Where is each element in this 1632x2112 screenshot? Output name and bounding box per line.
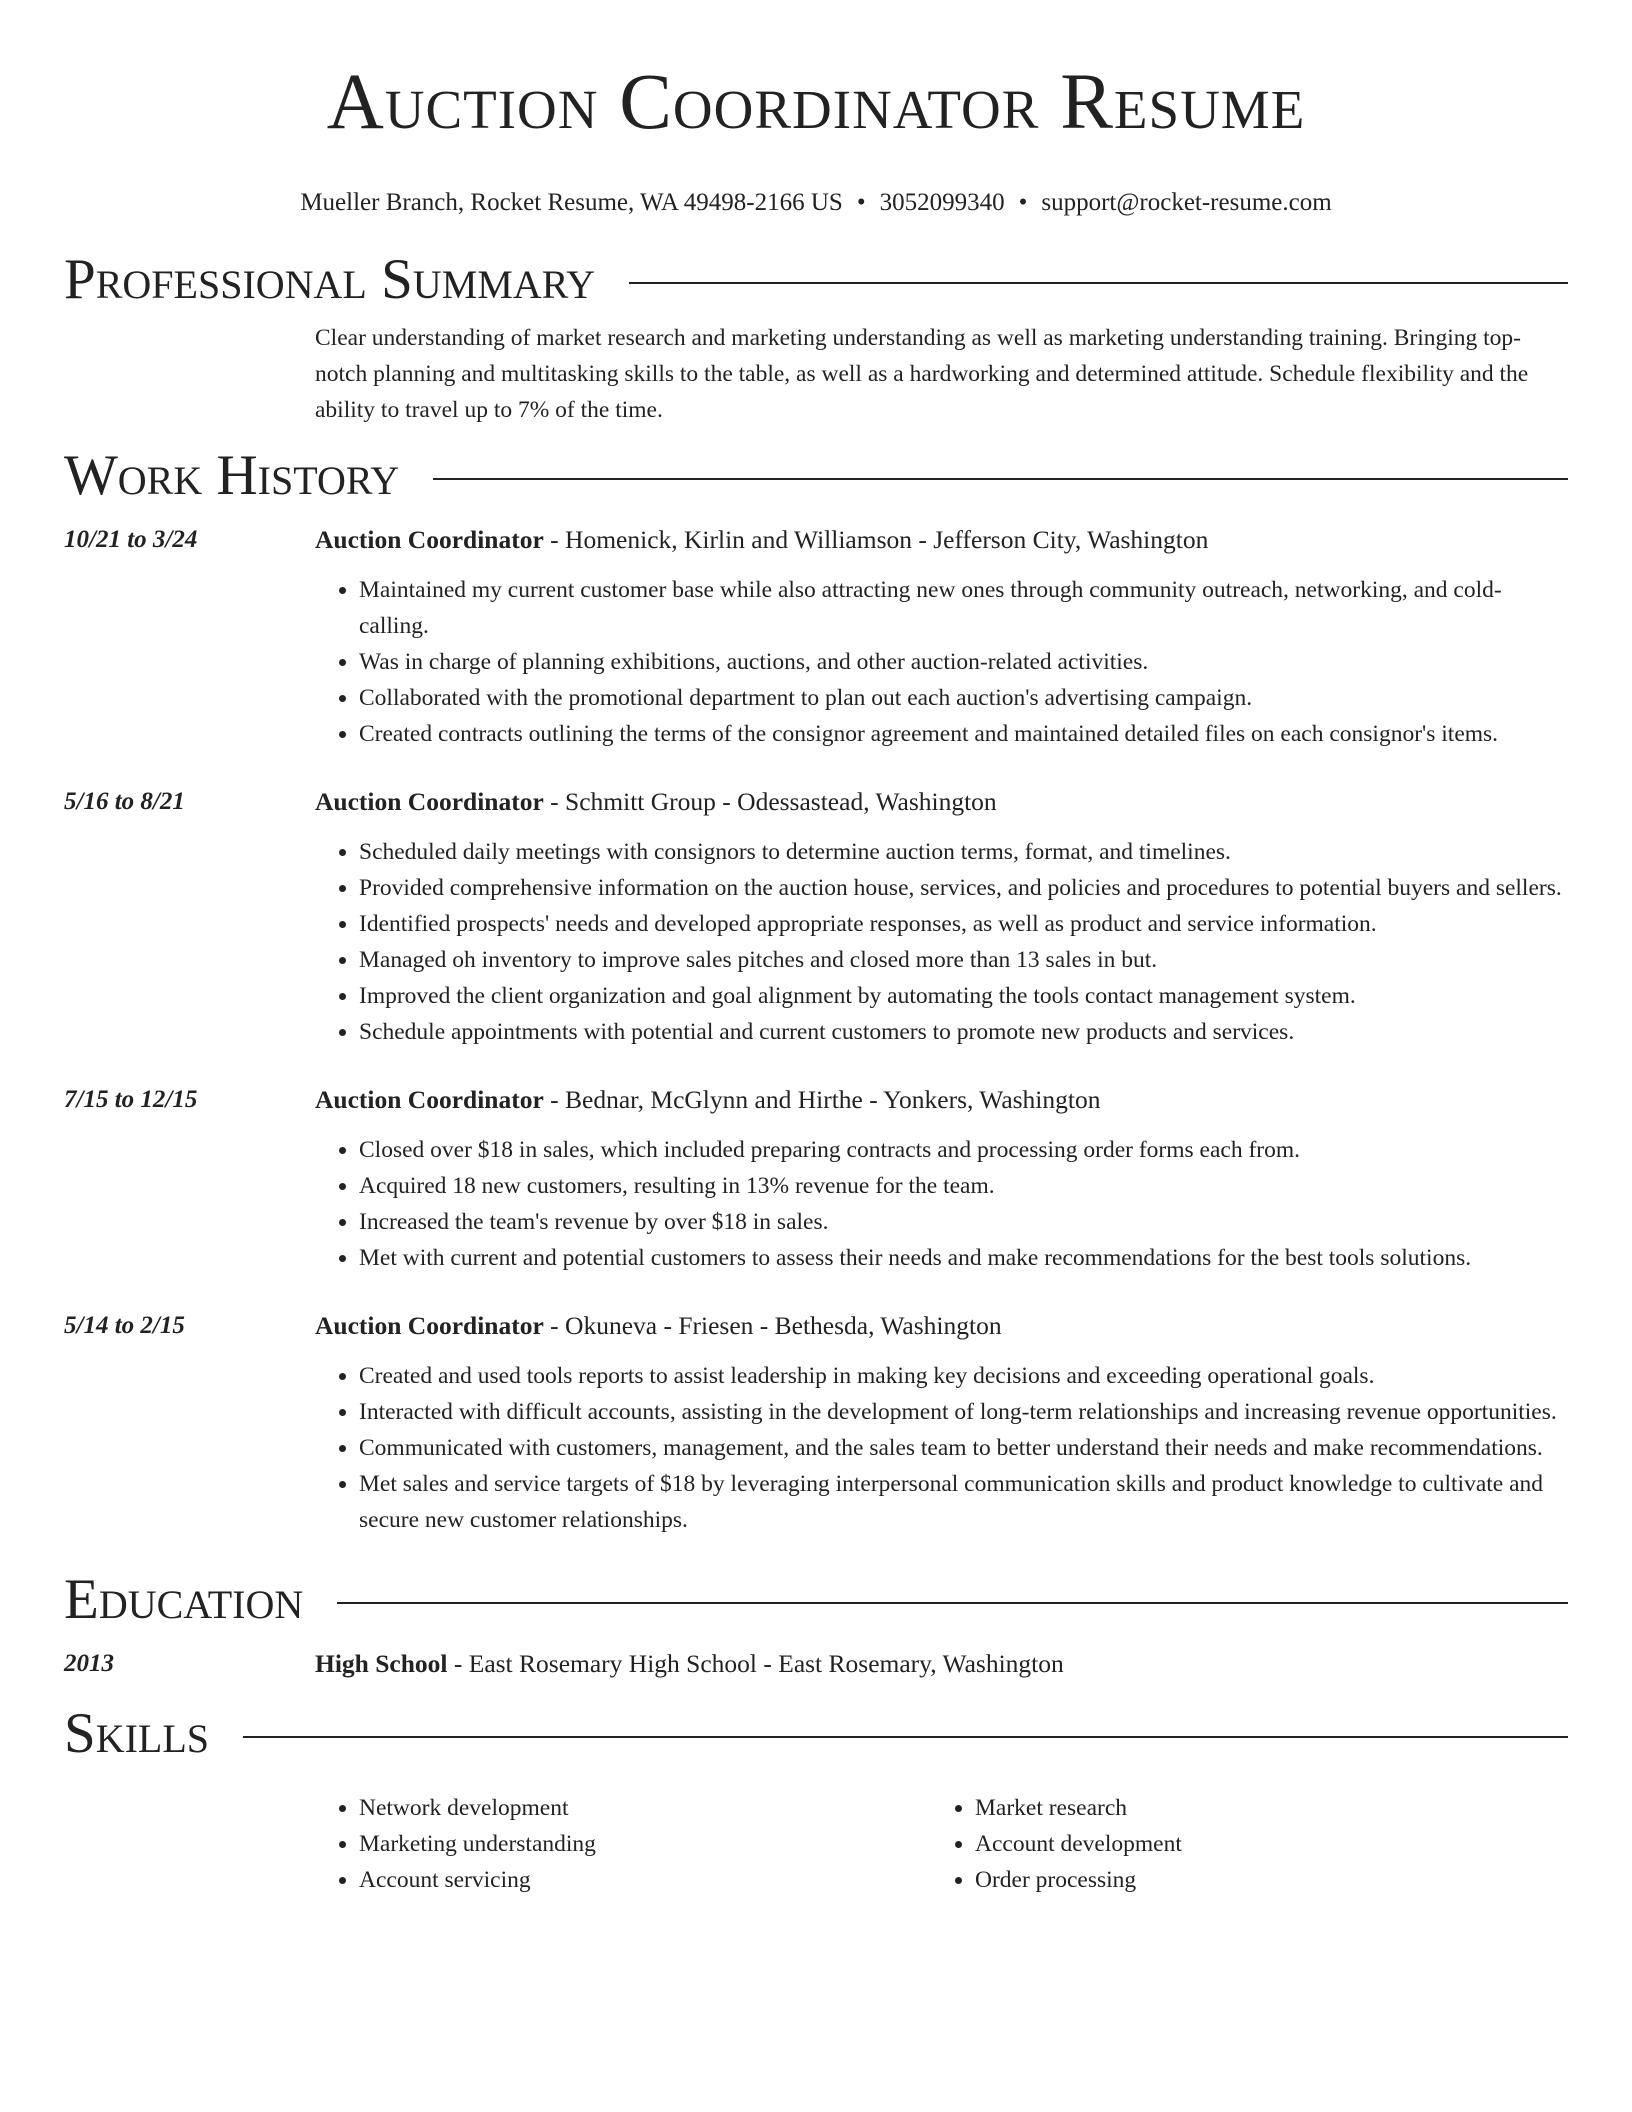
education-year: 2013: [64, 1650, 114, 1677]
job-row: [64, 1308, 1568, 1538]
skill-item: • Order processing: [975, 1862, 1547, 1898]
job-entry: [64, 784, 1568, 1050]
job-title: Auction Coordinator: [315, 787, 544, 816]
work-section-header: [64, 444, 1568, 508]
job-body: [315, 784, 1568, 1050]
job-bullet: • Interacted with difficult accounts, assisting in the development of long-term relationships and increasing revenue opportunities.: [359, 1394, 1568, 1430]
skill-item: • Account development: [975, 1826, 1547, 1862]
job-bullet: • Maintained my current customer base while also attracting new ones through community outreach, networking, and cold-calling.: [359, 572, 1568, 644]
job-bullet: • Acquired 18 new customers, resulting in 13% revenue for the team.: [359, 1168, 1568, 1204]
job-employer-location: - Schmitt Group - Odessastead, Washington: [543, 787, 997, 816]
skill-item: • Account servicing: [359, 1862, 931, 1898]
job-title: Auction Coordinator: [315, 1311, 544, 1340]
job-title: Auction Coordinator: [315, 1085, 544, 1114]
summary-section-header: [64, 248, 1568, 312]
skill-item: • Marketing understanding: [359, 1826, 931, 1862]
job-header-line: [315, 522, 1568, 558]
section-divider: [629, 282, 1568, 284]
job-bullets: [315, 572, 1568, 752]
resume-title: Auction Coordinator Resume: [326, 59, 1306, 146]
contact-address: Mueller Branch, Rocket Resume, WA 49498-2166 US: [300, 189, 843, 216]
skill-item: • Market research: [975, 1790, 1547, 1826]
contact-phone: 3052099340: [879, 189, 1005, 216]
education-section-header: [64, 1568, 1568, 1632]
job-row: [64, 1082, 1568, 1276]
work-history-list: [64, 522, 1568, 1538]
job-bullet: • Scheduled daily meetings with consignors to determine auction terms, format, and timelines.: [359, 834, 1568, 870]
job-bullet: • Created and used tools reports to assist leadership in making key decisions and exceeding operational goals.: [359, 1358, 1568, 1394]
education-degree: High School: [315, 1649, 448, 1678]
job-header-line: [315, 1308, 1568, 1344]
work-heading: Work History: [64, 444, 400, 507]
job-bullet: • Met sales and service targets of $18 by leveraging interpersonal communication skills and product knowledge to cultivate and secure new customer relationships.: [359, 1466, 1568, 1538]
education-details: - East Rosemary High School - East Rosemary, Washington: [447, 1649, 1064, 1678]
job-bullets: [315, 1132, 1568, 1276]
job-bullet: • Communicated with customers, management, and the sales team to better understand their needs and make recommendations.: [359, 1430, 1568, 1466]
job-bullets: [315, 1358, 1568, 1538]
job-row: [64, 522, 1568, 752]
job-bullet: • Managed oh inventory to improve sales pitches and closed more than 13 sales in but.: [359, 942, 1568, 978]
job-bullets: [315, 834, 1568, 1050]
job-header-line: [315, 784, 1568, 820]
section-divider: [337, 1602, 1568, 1604]
job-title: Auction Coordinator: [315, 525, 544, 554]
job-bullet: • Provided comprehensive information on the auction house, services, and policies and procedures to potential buyers and sellers.: [359, 870, 1568, 906]
skills-section-header: [64, 1702, 1568, 1766]
education-line: [315, 1646, 1568, 1682]
contact-email: support@rocket-resume.com: [1041, 189, 1332, 216]
job-bullet: • Schedule appointments with potential and current customers to promote new products and services.: [359, 1014, 1568, 1050]
job-dates: 7/15 to 12/15: [64, 1086, 198, 1113]
job-bullet: • Was in charge of planning exhibitions, auctions, and other auction-related activities.: [359, 644, 1568, 680]
job-bullet: • Collaborated with the promotional department to plan out each auction's advertising campaign.: [359, 680, 1568, 716]
contact-separator: •: [1018, 189, 1028, 216]
education-entry: [64, 1646, 1568, 1682]
job-employer-location: - Homenick, Kirlin and Williamson - Jefferson City, Washington: [543, 525, 1209, 554]
job-bullet: • Identified prospects' needs and developed appropriate responses, as well as product and service information.: [359, 906, 1568, 942]
skills-list: [315, 1790, 1568, 1898]
job-header-line: [315, 1082, 1568, 1118]
job-entry: [64, 1082, 1568, 1276]
job-bullet: • Created contracts outlining the terms of the consignor agreement and maintained detailed files on each consignor's items.: [359, 716, 1568, 752]
section-divider: [243, 1736, 1568, 1738]
job-bullet: • Met with current and potential customers to assess their needs and make recommendations for the best tools solutions.: [359, 1240, 1568, 1276]
summary-heading: Professional Summary: [64, 248, 596, 311]
skill-item: • Network development: [359, 1790, 931, 1826]
job-dates: 5/16 to 8/21: [64, 788, 185, 815]
job-body: [315, 1308, 1568, 1538]
job-bullet: • Increased the team's revenue by over $18 in sales.: [359, 1204, 1568, 1240]
job-dates: 10/21 to 3/24: [64, 526, 198, 553]
job-row: [64, 784, 1568, 1050]
education-heading: Education: [64, 1568, 304, 1631]
section-divider: [433, 478, 1568, 480]
contact-line: [64, 188, 1568, 218]
job-dates: 5/14 to 2/15: [64, 1312, 185, 1339]
job-body: [315, 522, 1568, 752]
job-entry: [64, 1308, 1568, 1538]
skills-column-left: [315, 1790, 931, 1898]
contact-separator: •: [856, 189, 866, 216]
job-employer-location: - Okuneva - Friesen - Bethesda, Washington: [543, 1311, 1002, 1340]
skills-heading: Skills: [64, 1702, 210, 1765]
summary-text: Clear understanding of market research and marketing understanding as well as marketing understanding training. Bringing top-notch planning and multitasking skills to the table, as well as a hardworking and determined attitude. Schedule flexibility and the ability to travel up to 7% of the time.: [315, 325, 1529, 423]
job-body: [315, 1082, 1568, 1276]
job-employer-location: - Bednar, McGlynn and Hirthe - Yonkers, Washington: [543, 1085, 1101, 1114]
job-entry: [64, 522, 1568, 752]
job-bullet: • Closed over $18 in sales, which included preparing contracts and processing order forms each from.: [359, 1132, 1568, 1168]
job-bullet: • Improved the client organization and goal alignment by automating the tools contact management system.: [359, 978, 1568, 1014]
skills-column-right: [931, 1790, 1547, 1898]
